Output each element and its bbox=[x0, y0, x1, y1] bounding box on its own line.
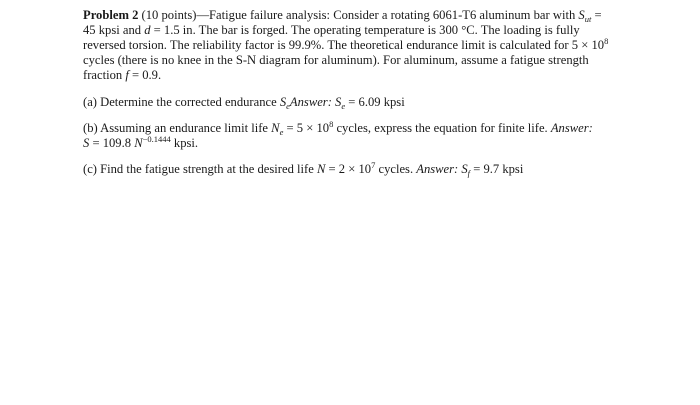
ne-value: = 5 × 10 bbox=[283, 121, 330, 135]
part-b-unit: kpsi. bbox=[170, 136, 199, 150]
life-exponent: 7 bbox=[371, 160, 376, 170]
f-symbol: f bbox=[125, 68, 129, 82]
sut-value: = 45 kpsi and bbox=[83, 8, 602, 37]
ne-subscript: e bbox=[279, 127, 284, 137]
part-a: (a) Determine the corrected endurance $S_eAnswer$: $S_e = 6.09$ kpsi bbox=[83, 95, 405, 111]
se-subscript: e bbox=[286, 101, 290, 111]
part-c: (c) Find the fatigue strength at the desired life $N = 2 \times 10^7$ cycles. Answer: $S_f = 9.7$ kpsi bbox=[83, 160, 524, 178]
part-a-answer-subscript: e bbox=[341, 101, 346, 111]
part-a-text: (a) Determine the corrected endurance bbox=[83, 95, 280, 109]
ne-exponent: 8 bbox=[329, 119, 334, 129]
se-symbol: S bbox=[279, 95, 287, 109]
part-c-answer-label: Answer bbox=[416, 162, 455, 176]
d-symbol: d bbox=[144, 23, 151, 37]
problem-tail: cycles (there is no knee in the S-N diagram for aluminum). For aluminum, assume a fatigue strength fraction bbox=[83, 53, 589, 82]
f-value: = 0.9. bbox=[128, 68, 162, 82]
part-a-answer-symbol: S bbox=[335, 95, 342, 109]
part-c-text2: cycles. bbox=[375, 162, 417, 176]
problem-document bbox=[83, 8, 613, 177]
n-symbol: N bbox=[134, 136, 143, 150]
part-b-answer-label: Answer bbox=[550, 121, 589, 135]
part-b-text2: cycles, express the equation for finite life. bbox=[333, 121, 551, 135]
sf-subscript: f bbox=[467, 168, 471, 178]
sf-value: = 9.7 kpsi bbox=[470, 162, 524, 176]
n-exponent: −0.1444 bbox=[142, 134, 171, 144]
sut-subscript: ut bbox=[584, 14, 592, 24]
part-a-answer-value: = 6.09 kpsi bbox=[345, 95, 405, 109]
part-b-text: (b) Assuming an endurance limit life bbox=[83, 121, 272, 135]
part-b: (b) Assuming an endurance limit life $N_e = 5 \times 10^8$ cycles, express the equation for finite life. Answer: S = 109.8 $N^{-0.1444}$ kpsi. bbox=[83, 119, 593, 150]
cycles-exponent: 8 bbox=[604, 36, 609, 46]
s-symbol: S bbox=[83, 136, 90, 150]
part-c-text: (c) Find the fatigue strength at the desired life bbox=[83, 162, 317, 176]
life-value: = 2 × 10 bbox=[325, 162, 372, 176]
problem-heading: Problem 2 bbox=[83, 8, 139, 22]
life-symbol: N bbox=[316, 162, 326, 176]
problem-points: (10 points)—Fatigue failure analysis: Consider a rotating 6061-T6 aluminum bar with bbox=[138, 8, 579, 22]
part-a-answer-label: Answer bbox=[289, 95, 328, 109]
s-value: = 109.8 bbox=[89, 136, 135, 150]
ne-symbol: N bbox=[271, 121, 280, 135]
sf-symbol: S bbox=[461, 162, 468, 176]
sut-symbol: S bbox=[578, 8, 585, 22]
d-value: = 1.5 in. The bar is forged. The operating temperature is 300 °C. The loading is fully reversed torsion. The reliability factor is 99.9%. The theoretical endurance limit is calculated for 5 × 10 bbox=[83, 23, 605, 52]
problem-statement bbox=[83, 8, 613, 83]
